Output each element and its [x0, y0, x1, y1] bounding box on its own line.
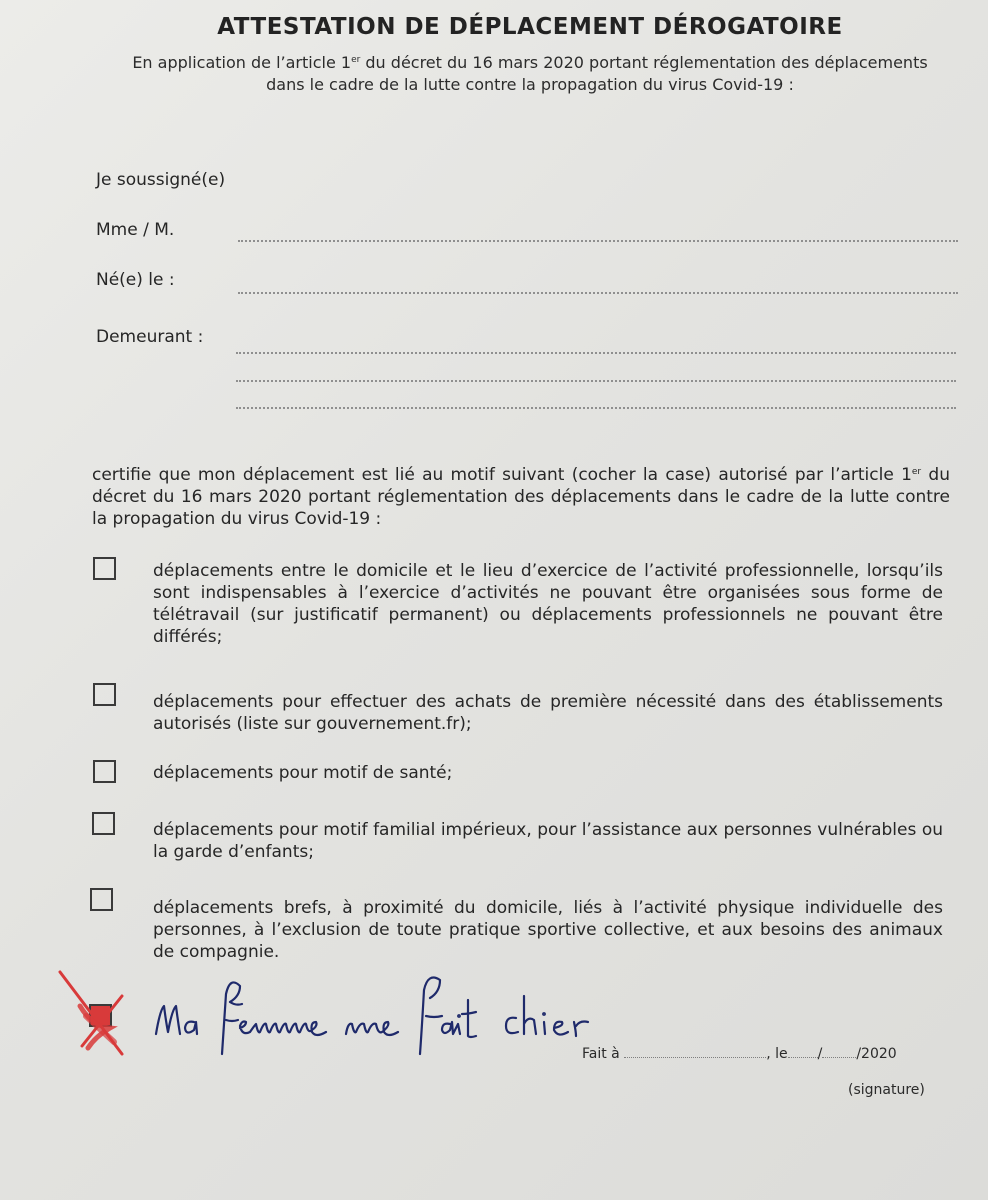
year-label: /2020 [856, 1046, 897, 1062]
month-field[interactable] [822, 1045, 856, 1058]
checkbox-health[interactable] [93, 760, 116, 783]
fait-label: Fait à [582, 1046, 620, 1062]
document-title: ATTESTATION DE DÉPLACEMENT DÉROGATOIRE [217, 14, 843, 40]
address-field-line-2[interactable] [236, 380, 956, 382]
option-work-travel: déplacements entre le domicile et le lieu d’exercice de l’activité professionnelle, lorsqu’ils sont indispensables à l’exercice d’activités ne pouvant être organisées sous forme de télétravail (sur justificatif permanent) ou déplacements professionnels ne pouvant être différés; [153, 561, 943, 647]
option-family: déplacements pour motif familial impérieux, pour l’assistance aux personnes vulnérables ou la garde d’enfants; [153, 820, 943, 862]
date-slash: / [817, 1046, 823, 1062]
intro-text-part1: En application de l’article 1 [132, 53, 352, 72]
signature-label: (signature) [848, 1082, 925, 1098]
address-field-line-1[interactable] [236, 352, 956, 354]
birth-date-field[interactable] [238, 292, 958, 294]
day-field[interactable] [788, 1045, 818, 1058]
address-label: Demeurant : [96, 327, 204, 347]
intro-text-part2: du décret du 16 mars 2020 portant réglementation des déplacements dans le cadre de la lutte contre la propagation du virus Covid-19 : [266, 53, 928, 94]
intro-paragraph [120, 52, 940, 96]
place-date-line [582, 1045, 897, 1062]
checkbox-family[interactable] [92, 812, 115, 835]
option-health: déplacements pour motif de santé; [153, 763, 453, 783]
birth-label: Né(e) le : [96, 270, 175, 290]
certify-text-part2: du décret du 16 mars 2020 portant réglementation des déplacements dans le cadre de la lutte contre la propagation du virus Covid-19 : [92, 465, 950, 529]
option-essential-purchases: déplacements pour effectuer des achats de première nécessité dans des établissements autorisés (liste sur gouvernement.fr); [153, 692, 943, 734]
certify-text-part1: certifie que mon déplacement est lié au motif suivant (cocher la case) autorisé par l’article 1 [92, 465, 912, 485]
handwritten-reason-drawing [150, 966, 650, 1066]
soussigne-label: Je soussigné(e) [96, 170, 226, 190]
le-label: , le [766, 1046, 788, 1062]
checkbox-work-travel[interactable] [93, 557, 116, 580]
address-field-line-3[interactable] [236, 407, 956, 409]
name-label: Mme / M. [96, 220, 175, 240]
option-physical-activity: déplacements brefs, à proximité du domicile, liés à l’activité physique individuelle des personnes, à l’exclusion de toute pratique sportive collective, et aux besoins des animaux de compagnie. [153, 898, 943, 962]
place-field[interactable] [624, 1045, 766, 1058]
red-cross-mark-icon [52, 966, 132, 1061]
certify-paragraph [92, 464, 950, 530]
name-field[interactable] [238, 240, 958, 242]
intro-superscript: er [351, 55, 361, 65]
certify-superscript: er [911, 467, 922, 477]
checkbox-essential-purchases[interactable] [93, 683, 116, 706]
checkbox-physical-activity[interactable] [90, 888, 113, 911]
